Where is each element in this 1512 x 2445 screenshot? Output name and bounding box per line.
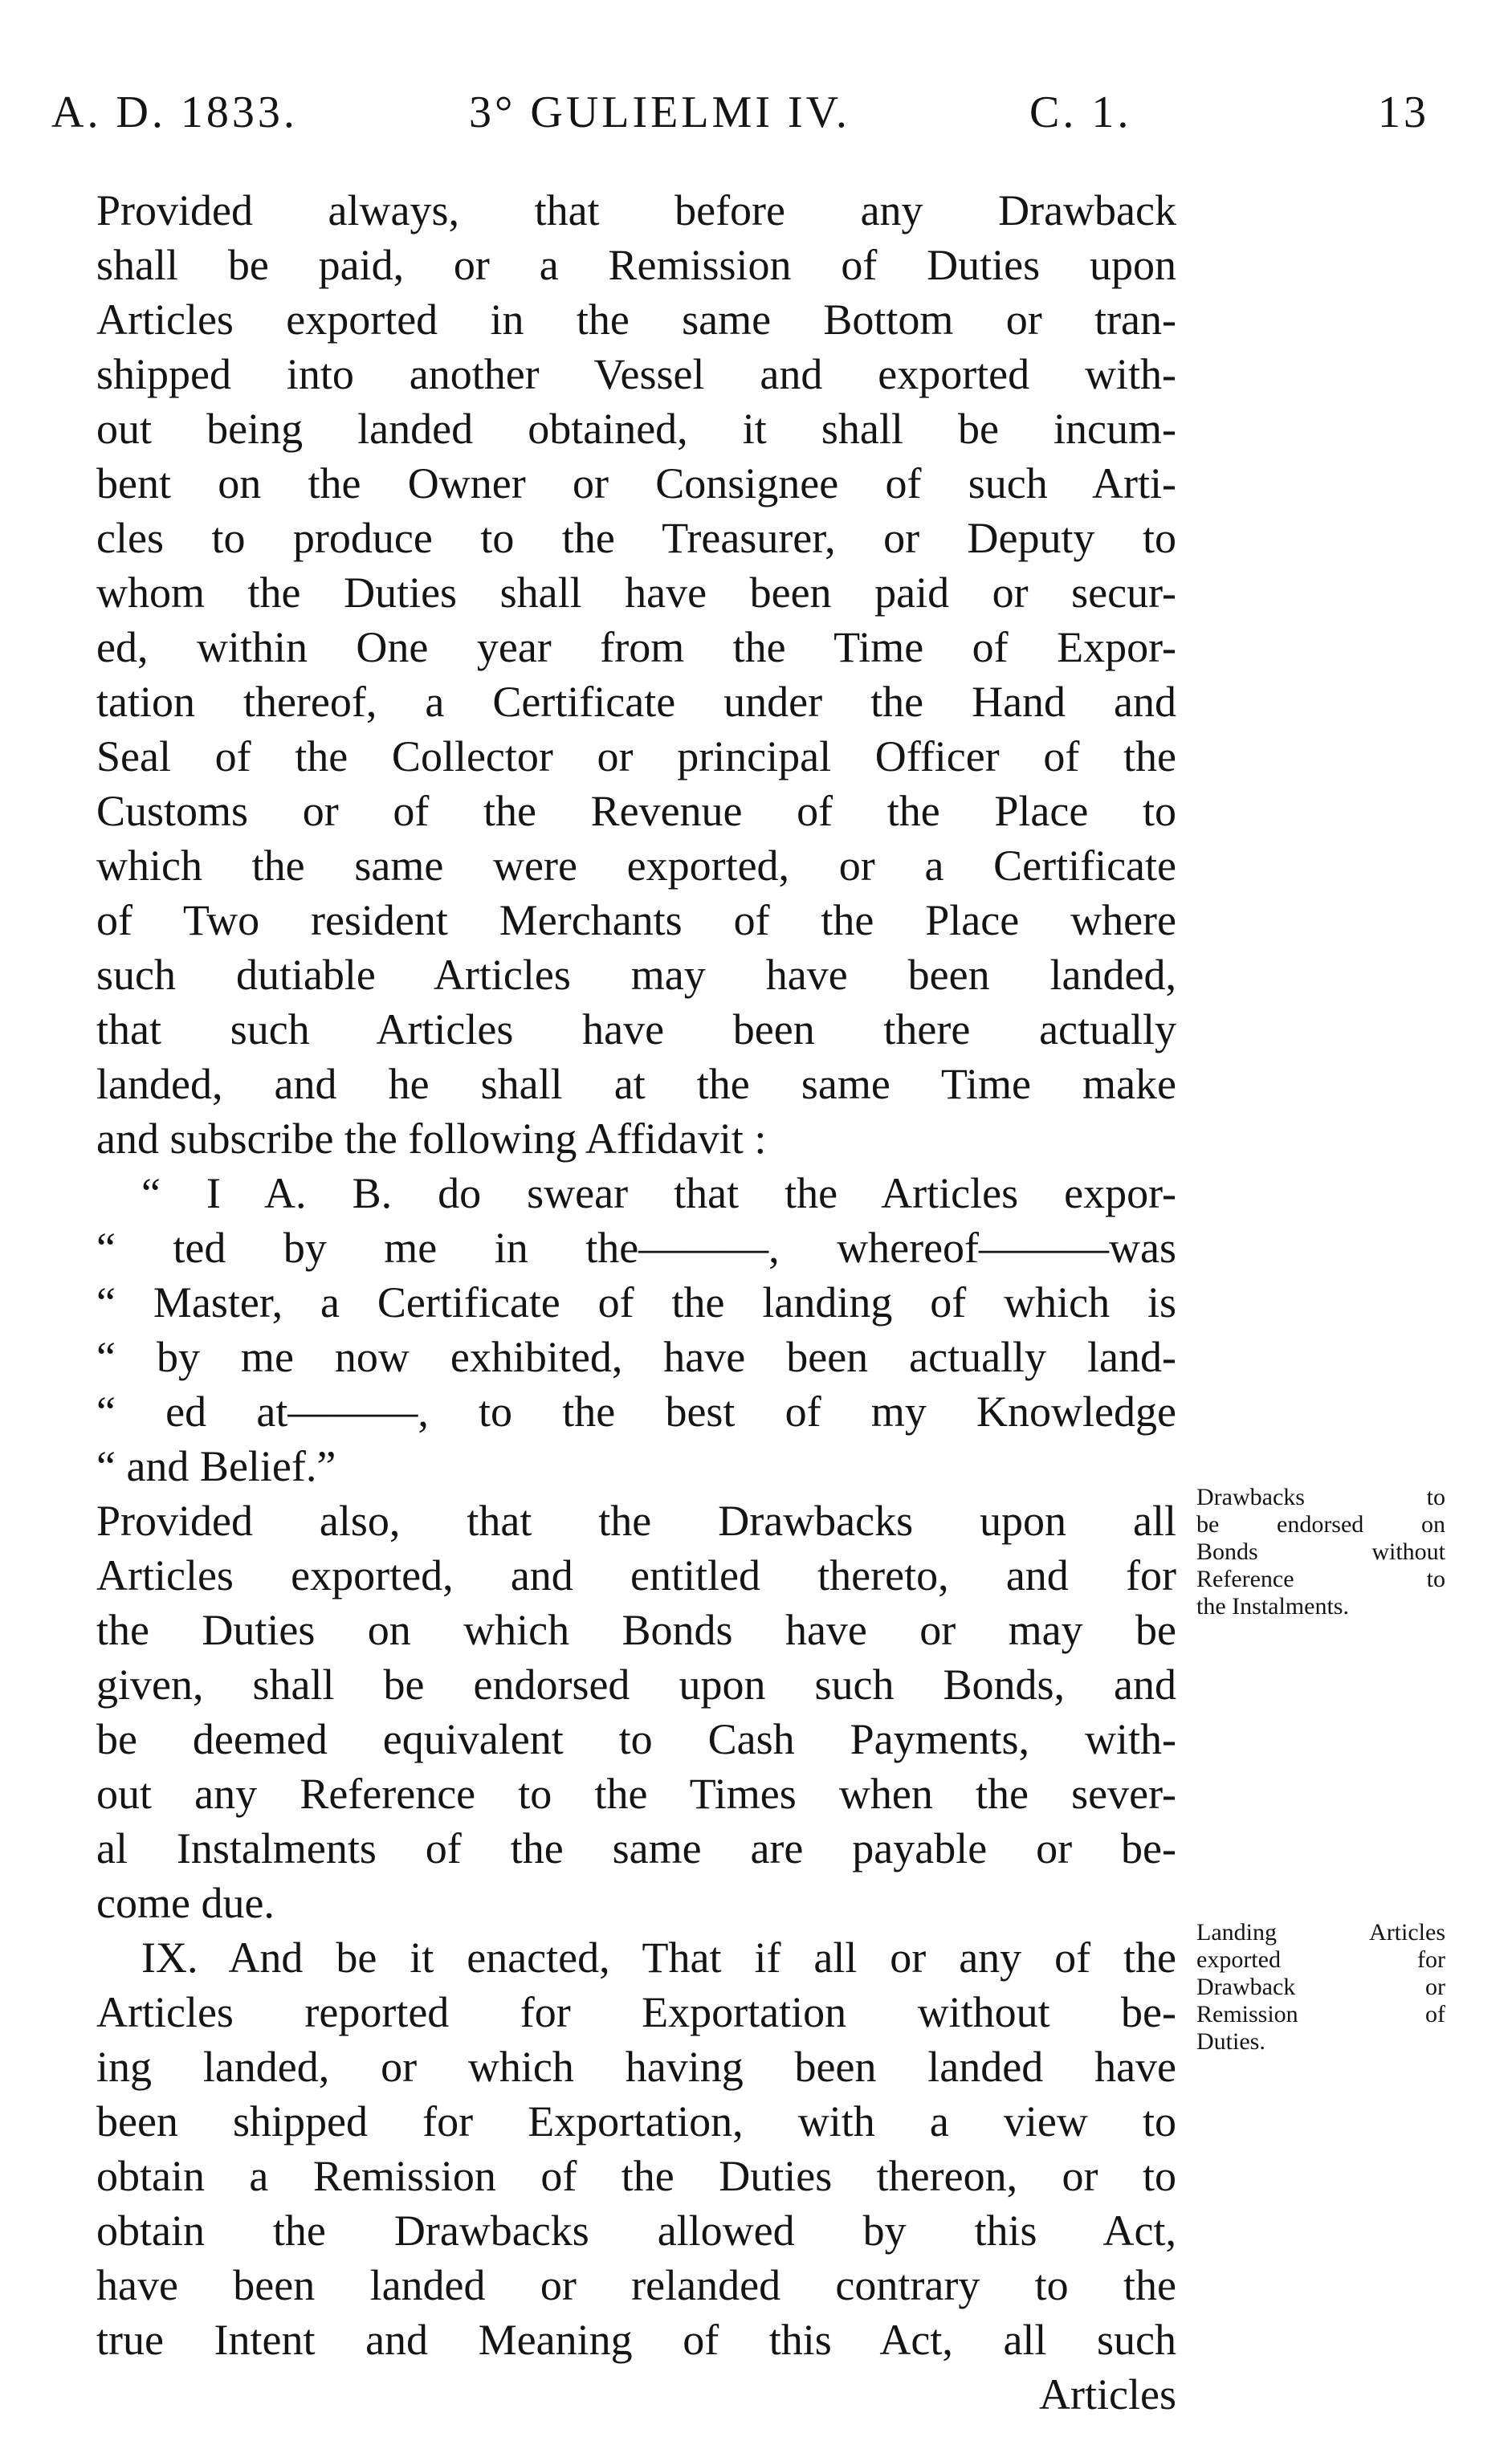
text-line: and subscribe the following Affidavit : (96, 1115, 767, 1163)
text-line: shipped into another Vessel and exported with- (96, 350, 1176, 398)
text-line: the Duties on which Bonds have or may be (96, 1606, 1176, 1654)
text-line: obtain a Remission of the Duties thereon, or to (96, 2152, 1176, 2200)
text-line: ed, within One year from the Time of Expor- (96, 623, 1176, 671)
affidavit-line: “ by me now exhibited, have been actually land- (96, 1333, 1176, 1381)
text-line: ing landed, or which having been landed have (96, 2043, 1176, 2091)
margin-note-landing-articles (1196, 1919, 1445, 2056)
margin-note-line: Landing Articles (1196, 1919, 1445, 1946)
margin-note-line: Reference to (1196, 1566, 1445, 1592)
text-line: Articles exported, and entitled thereto, and for (96, 1551, 1176, 1599)
margin-note-line: Bonds without (1196, 1538, 1445, 1565)
text-line: been shipped for Exportation, with a view to (96, 2097, 1176, 2145)
text-line: al Instalments of the same are payable or be- (96, 1824, 1176, 1872)
text-line: Articles exported in the same Bottom or tran- (96, 295, 1176, 344)
margin-note-line: Duties. (1196, 2028, 1265, 2055)
text-line: out any Reference to the Times when the sever- (96, 1770, 1176, 1818)
margin-note-line: the Instalments. (1196, 1593, 1349, 1620)
text-line: Seal of the Collector or principal Officer of the (96, 732, 1176, 780)
affidavit-line: “ I A. B. do swear that the Articles expor- (141, 1169, 1176, 1217)
text-line: shall be paid, or a Remission of Duties upon (96, 241, 1176, 289)
text-line: Articles reported for Exportation without be- (96, 1988, 1176, 2036)
text-line: true Intent and Meaning of this Act, all such (96, 2316, 1176, 2364)
section-ix-line: IX. And be it enacted, That if all or any of the (141, 1934, 1176, 1982)
header-chapter: C. 1. (1029, 88, 1132, 137)
header-reign: 3° GULIELMI IV. (469, 88, 850, 137)
body-text (96, 183, 1176, 2422)
margin-note-line: exported for (1196, 1946, 1445, 1973)
text-line: whom the Duties shall have been paid or secur- (96, 568, 1176, 617)
text-line: Provided also, that the Drawbacks upon all (96, 1497, 1176, 1545)
text-line: be deemed equivalent to Cash Payments, with- (96, 1715, 1176, 1763)
text-line: come due. (96, 1879, 275, 1927)
text-line: have been landed or relanded contrary to the (96, 2261, 1176, 2309)
text-line: Customs or of the Revenue of the Place to (96, 787, 1176, 835)
text-line: given, shall be endorsed upon such Bonds, and (96, 1661, 1176, 1709)
text-line: which the same were exported, or a Certificate (96, 841, 1176, 890)
text-line: of Two resident Merchants of the Place where (96, 896, 1176, 944)
text-line: cles to produce to the Treasurer, or Deputy to (96, 514, 1176, 562)
text-line: out being landed obtained, it shall be incum- (96, 405, 1176, 453)
margin-note-drawbacks (1196, 1484, 1445, 1620)
affidavit-line: “ Master, a Certificate of the landing of which is (96, 1278, 1176, 1326)
catchword: Articles (1039, 2370, 1176, 2419)
affidavit-line: “ ed at———, to the best of my Knowledge (96, 1388, 1176, 1436)
text-line: such dutiable Articles may have been landed, (96, 951, 1176, 999)
running-header (51, 87, 1429, 151)
text-line: landed, and he shall at the same Time make (96, 1060, 1176, 1108)
text-line: obtain the Drawbacks allowed by this Act, (96, 2207, 1176, 2255)
margin-note-line: be endorsed on (1196, 1511, 1445, 1538)
text-line: Provided always, that before any Drawback (96, 186, 1176, 234)
header-year: A. D. 1833. (51, 88, 298, 137)
affidavit-line: “ ted by me in the———, whereof———was (96, 1224, 1176, 1272)
margin-note-line: Remission of (1196, 2001, 1445, 2027)
margin-note-line: Drawbacks to (1196, 1484, 1445, 1510)
page-number: 13 (1378, 88, 1429, 137)
text-line: bent on the Owner or Consignee of such Arti- (96, 459, 1176, 507)
affidavit-line: “ and Belief.” (96, 1442, 336, 1490)
margin-note-line: Drawback or (1196, 1974, 1445, 2000)
text-line: that such Articles have been there actually (96, 1005, 1176, 1053)
text-line: tation thereof, a Certificate under the Hand and (96, 678, 1176, 726)
